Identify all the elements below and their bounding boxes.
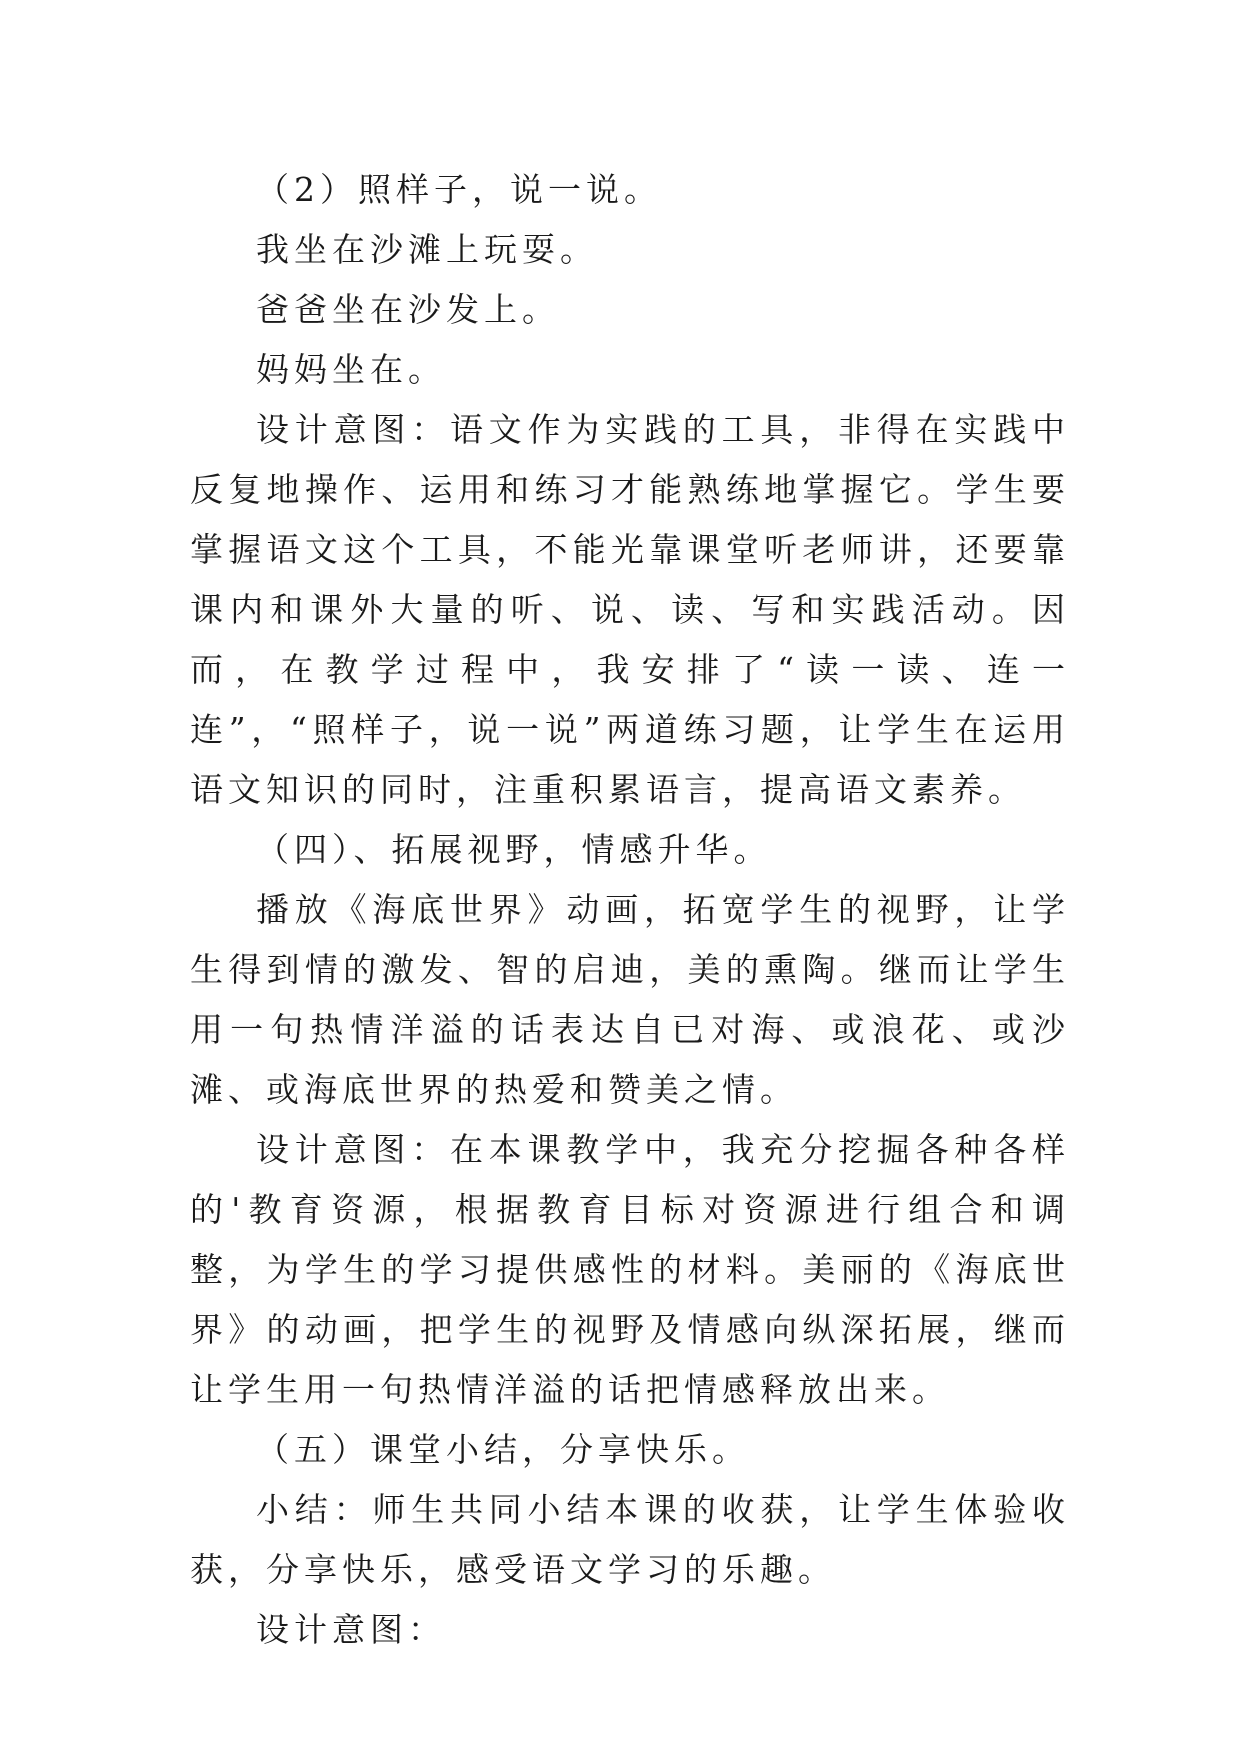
summary-paragraph: 小结：师生共同小结本课的收获，让学生体验收获，分享快乐，感受语文学习的乐趣。 (190, 1490, 1070, 1589)
design-intent-paragraph-1: 设计意图：语文作为实践的工具，非得在实践中反复地操作、运用和练习才能熟练地掌握它。学生要掌握语文这个工具，不能光靠课堂听老师讲，还要靠课内和课外大量的听、说、读、写和实践活动。因而，在教学过程中，我安排了“读一读、连一连”，“照样子，说一说”两道练习题，让学生在运用语文知识的同时，注重积累语言，提高语文素养。 (190, 410, 1070, 809)
design-intent-paragraph-2: 设计意图：在本课教学中，我充分挖掘各种各样的'教育资源，根据教育目标对资源进行组合和调整，为学生的学习提供感性的材料。美丽的《海底世界》的动画，把学生的视野及情感向纵深拓展，继而让学生用一句热情洋溢的话把情感释放出来。 (190, 1130, 1070, 1409)
example-sentence-3: 妈妈坐在。 (256, 350, 446, 389)
section-heading-4: （四）、拓展视野，情感升华。 (256, 830, 772, 869)
exercise-heading: （2）照样子，说一说。 (256, 170, 662, 209)
body-paragraph-animation: 播放《海底世界》动画，拓宽学生的视野，让学生得到情的激发、智的启迪，美的熏陶。继而让学生用一句热情洋溢的话表达自已对海、或浪花、或沙滩、或海底世界的热爱和赞美之情。 (190, 890, 1070, 1109)
section-heading-5: （五）课堂小结，分享快乐。 (256, 1430, 750, 1469)
document-body (190, 160, 1070, 1660)
design-intent-label: 设计意图： (256, 1610, 446, 1649)
example-sentence-2: 爸爸坐在沙发上。 (256, 290, 560, 329)
example-sentence-1: 我坐在沙滩上玩耍。 (256, 230, 598, 269)
